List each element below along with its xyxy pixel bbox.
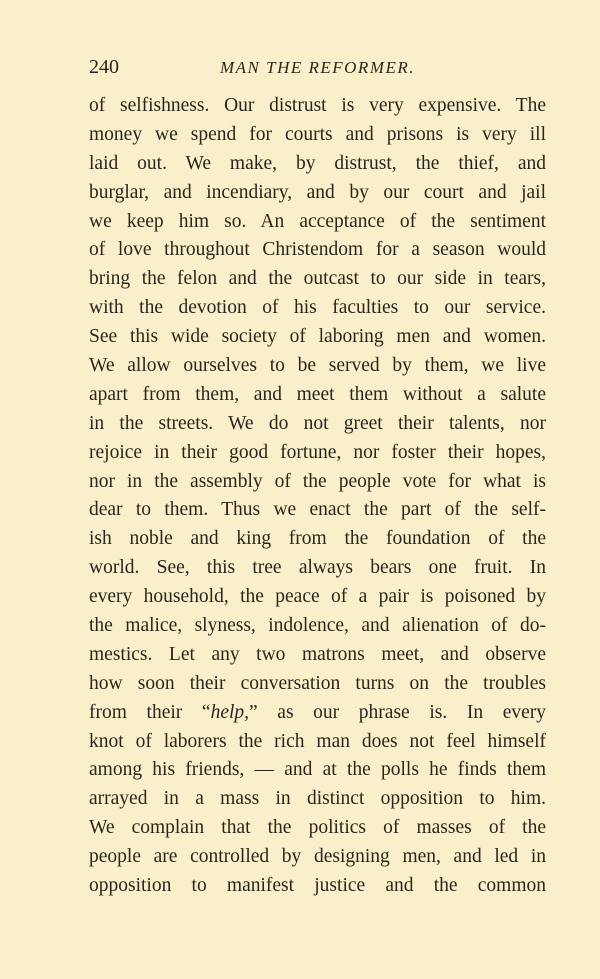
text-segment: from their “ xyxy=(89,701,211,723)
text-line-content: We allow ourselves to be served by them, we live xyxy=(89,355,546,377)
text-line-content: we keep him so. An acceptance of the sentiment xyxy=(89,210,546,232)
text-line-content: with the devotion of his faculties to our service. xyxy=(89,297,546,319)
text-line-content: how soon their conversation turns on the troubles xyxy=(89,672,546,694)
text-line xyxy=(89,814,546,843)
text-line-content: knot of laborers the rich man does not feel himself xyxy=(89,730,546,752)
text-line xyxy=(89,728,546,757)
text-line-content: ish noble and king from the foundation of the xyxy=(89,528,546,550)
text-line xyxy=(89,150,546,179)
text-line-content: nor in the assembly of the people vote for what is xyxy=(89,470,546,492)
text-line xyxy=(89,525,546,554)
text-line-content: laid out. We make, by distrust, the thief, and xyxy=(89,152,546,174)
text-line-content: rejoice in their good fortune, nor foster their hopes, xyxy=(89,441,546,463)
text-line-content: apart from them, and meet them without a salute xyxy=(89,383,546,405)
text-line xyxy=(89,641,546,670)
text-line xyxy=(89,352,546,381)
text-line-content: the malice, slyness, indolence, and alienation of do- xyxy=(89,615,546,637)
text-line xyxy=(89,468,546,497)
text-line xyxy=(89,785,546,814)
text-line-content: See this wide society of laboring men and women. xyxy=(89,326,546,348)
text-line-content: world. See, this tree always bears one fruit. In xyxy=(89,557,546,579)
text-line xyxy=(89,496,546,525)
text-line xyxy=(89,121,546,150)
text-line xyxy=(89,410,546,439)
text-line-content: money we spend for courts and prisons is very ill xyxy=(89,123,546,145)
text-line-content: We complain that the politics of masses of the xyxy=(89,817,546,839)
text-line xyxy=(89,294,546,323)
text-line xyxy=(89,872,546,901)
text-line-content: arrayed in a mass in distinct opposition to him. xyxy=(89,788,546,810)
text-line xyxy=(89,554,546,583)
page-number: 240 xyxy=(89,56,119,78)
text-line-content: of selfishness. Our distrust is very expensive. The xyxy=(89,95,546,116)
page-body-text xyxy=(89,92,546,901)
text-line-content: mestics. Let any two matrons meet, and observe xyxy=(89,643,546,665)
running-title: MAN THE REFORMER. xyxy=(220,58,415,77)
text-line xyxy=(89,92,546,121)
text-line-content: dear to them. Thus we enact the part of the self- xyxy=(89,499,546,521)
text-line xyxy=(89,236,546,265)
text-line xyxy=(89,843,546,872)
text-line xyxy=(89,439,546,468)
text-line xyxy=(89,323,546,352)
text-segment: ” as our phrase is. In every xyxy=(249,701,547,723)
text-line xyxy=(89,756,546,785)
text-line-content: bring the felon and the outcast to our side in tears, xyxy=(89,268,546,290)
text-line xyxy=(89,699,546,728)
text-line-content: every household, the peace of a pair is poisoned by xyxy=(89,586,546,608)
text-line-content: opposition to manifest justice and the common xyxy=(89,875,546,897)
text-line-content: burglar, and incendiary, and by our court and jail xyxy=(89,181,546,203)
text-line xyxy=(89,265,546,294)
text-line xyxy=(89,612,546,641)
text-line-content: of love throughout Christendom for a season would xyxy=(89,239,546,261)
running-header xyxy=(89,56,546,84)
text-line-content: people are controlled by designing men, and led in xyxy=(89,846,546,868)
text-line-content: among his friends, — and at the polls he finds them xyxy=(89,759,546,781)
text-line xyxy=(89,208,546,237)
text-line xyxy=(89,179,546,208)
italic-word: help, xyxy=(210,701,250,723)
text-line xyxy=(89,583,546,612)
text-line-content: in the streets. We do not greet their talents, nor xyxy=(89,412,546,434)
text-line xyxy=(89,670,546,699)
text-line xyxy=(89,381,546,410)
